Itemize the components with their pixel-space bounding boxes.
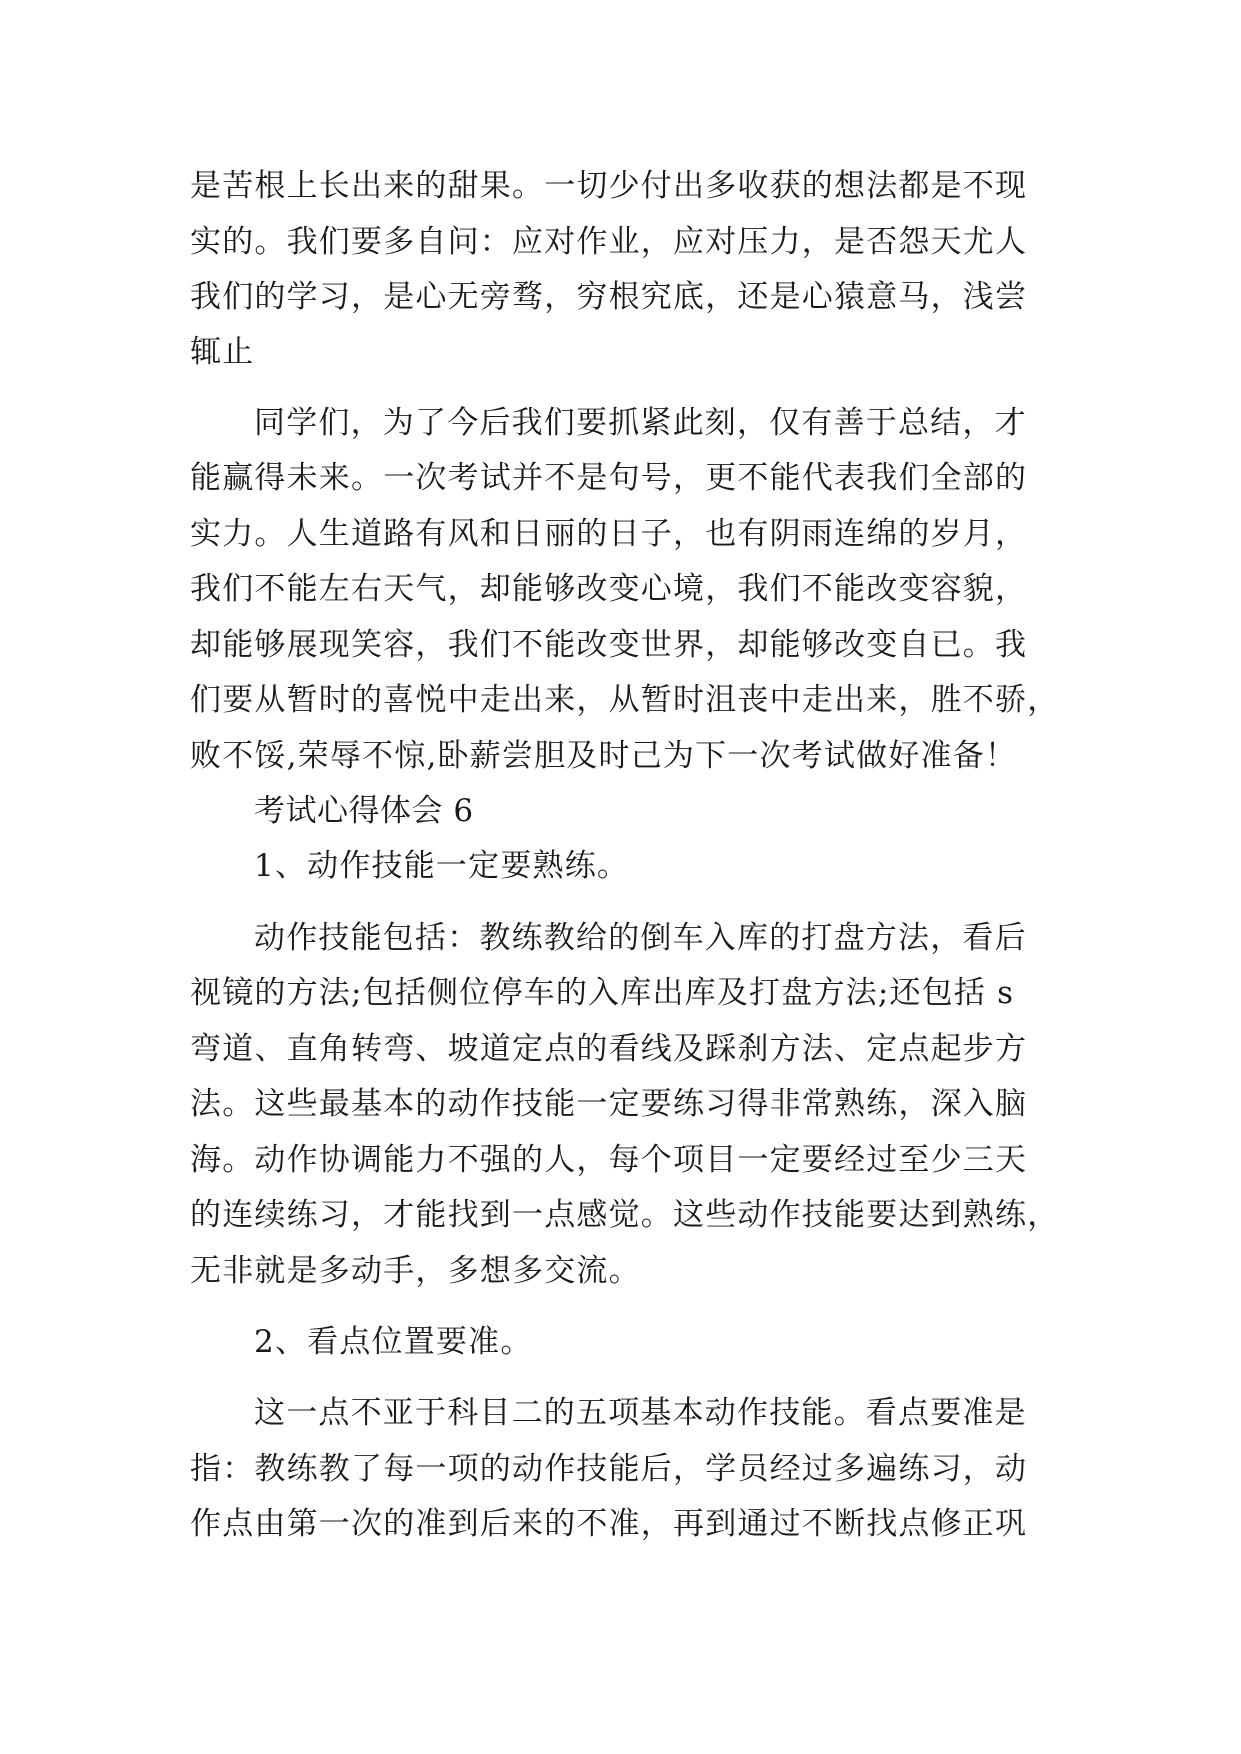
- section-heading: 考试心得体会 6: [254, 793, 474, 829]
- text-line: 们要从暂时的喜悦中走出来，从暂时沮丧中走出来，胜不骄，: [190, 682, 1060, 718]
- text-line: 作点由第一次的准到后来的不准，再到通过不断找点修正巩: [190, 1506, 1028, 1542]
- text-line: 指：教练教了每一项的动作技能后，学员经过多遍练习，动: [190, 1451, 1028, 1487]
- text-line: 是苦根上长出来的甜果。一切少付出多收获的想法都是不现: [190, 168, 1028, 204]
- text-line: 我们不能左右天气，却能够改变心境，我们不能改变容貌，: [190, 571, 1028, 607]
- text-line: 我们的学习，是心无旁骛，穷根究底，还是心猿意马，浅尝: [190, 279, 1028, 315]
- text-line: 却能够展现笑容，我们不能改变世界，却能够改变自已。我: [190, 627, 1028, 663]
- text-line: 败不馁,荣辱不惊,卧薪尝胆及时己为下一次考试做好准备！: [190, 738, 1018, 774]
- paragraph-start-line: 同学们，为了今后我们要抓紧此刻，仅有善于总结，才: [254, 405, 1027, 441]
- text-line: 实力。人生道路有风和日丽的日子，也有阴雨连绵的岁月，: [190, 516, 1028, 552]
- text-line: 辄止: [190, 334, 255, 370]
- paragraph-start-line: 动作技能包括：教练教给的倒车入库的打盘方法，看后: [254, 920, 1027, 956]
- text-line: 视镜的方法;包括侧位停车的入库出库及打盘方法;还包括 s: [190, 975, 1015, 1011]
- numbered-item: 2、看点位置要准。: [254, 1324, 533, 1360]
- text-line: 实的。我们要多自问：应对作业，应对压力，是否怨天尤人: [190, 224, 1028, 260]
- text-line: 弯道、直角转弯、坡道定点的看线及踩刹方法、定点起步方: [190, 1031, 1028, 1067]
- text-line: 法。这些最基本的动作技能一定要练习得非常熟练，深入脑: [190, 1086, 1028, 1122]
- numbered-item: 1、动作技能一定要熟练。: [254, 848, 630, 884]
- text-line: 海。动作协调能力不强的人，每个项目一定要经过至少三天: [190, 1142, 1028, 1178]
- paragraph-start-line: 这一点不亚于科目二的五项基本动作技能。看点要准是: [254, 1395, 1027, 1431]
- text-line: 能赢得未来。一次考试并不是句号，更不能代表我们全部的: [190, 460, 1028, 496]
- text-line: 无非就是多动手，多想多交流。: [190, 1253, 641, 1289]
- text-line: 的连续练习，才能找到一点感觉。这些动作技能要达到熟练，: [190, 1197, 1060, 1233]
